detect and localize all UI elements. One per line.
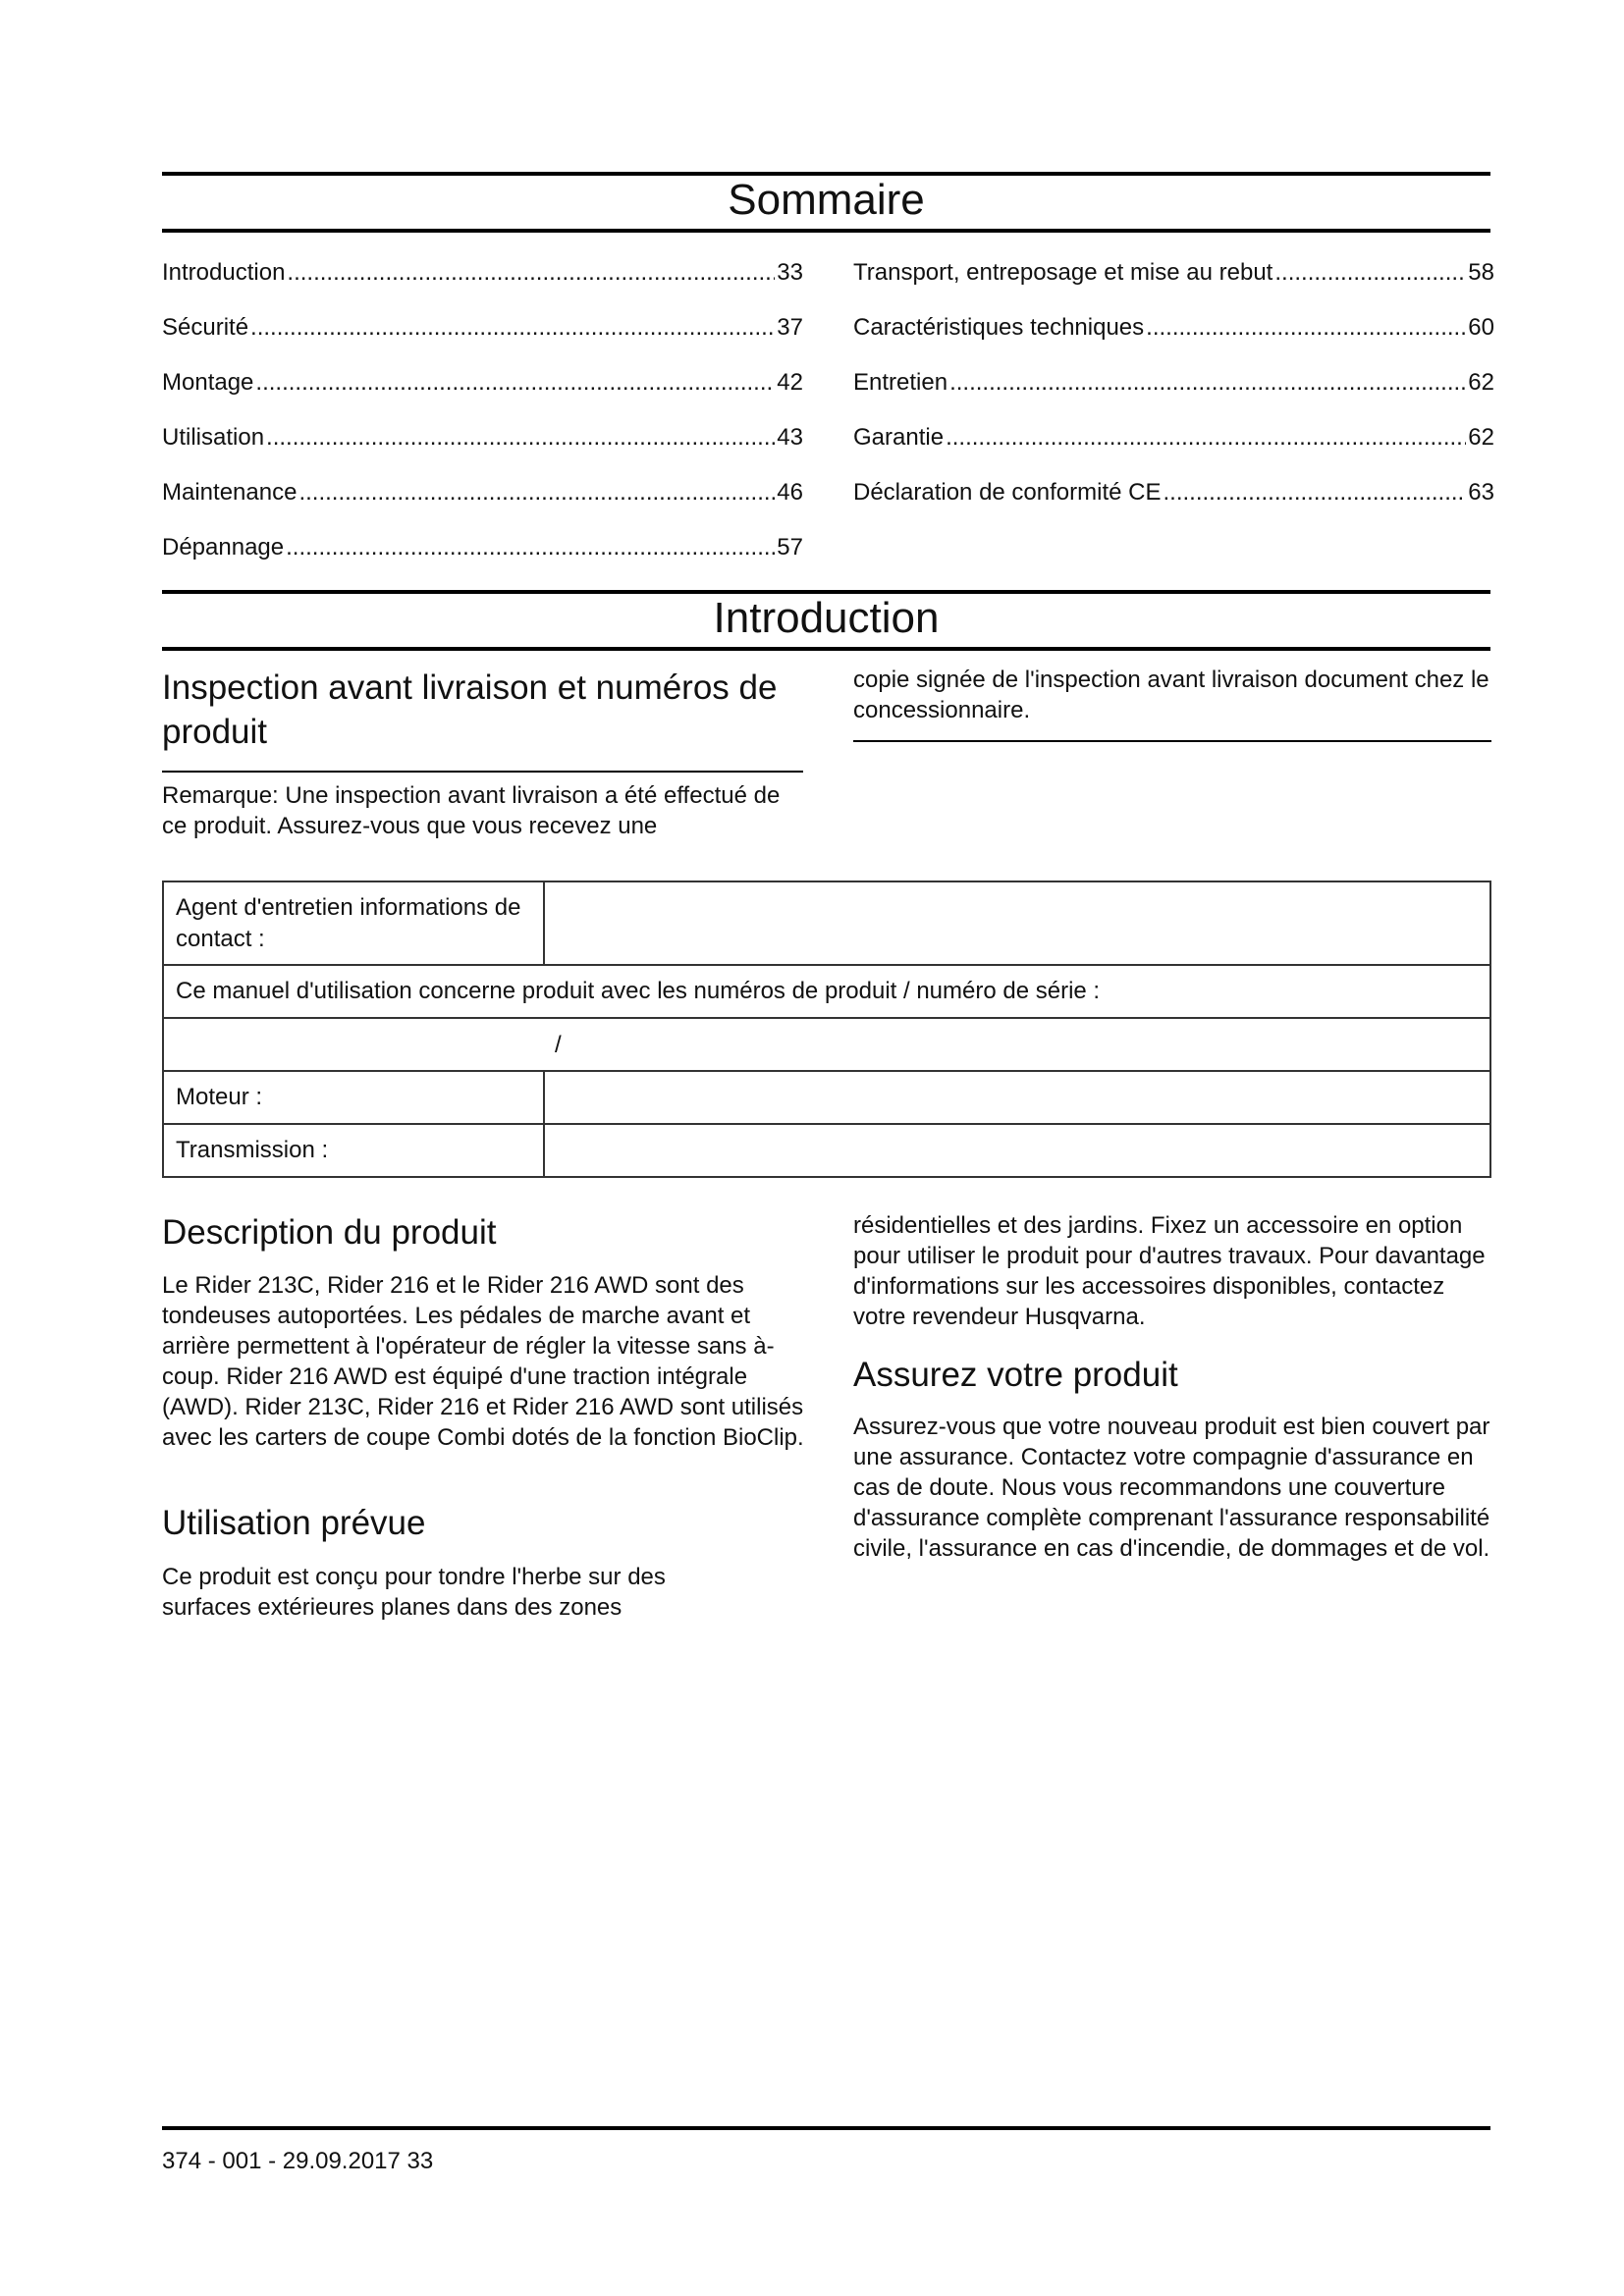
intended-use-text: Ce produit est conçu pour tondre l'herbe sur des surfaces extérieures planes dans des zones bbox=[162, 1564, 666, 1621]
footer-rule bbox=[162, 2126, 1490, 2130]
description-text: Le Rider 213C, Rider 216 et le Rider 216 AWD sont des tondeuses autoportées. Les pédales de marche avant et arrière permettent à l'opérateur de régler la vitesse sans à-coup. Rider 216 AWD est équipé d'une traction intégrale (AWD). Rider 213C, Rider 216 et Rider 216 AWD sont utilisés avec les carters de coupe Combi dotés de la fonction BioClip. bbox=[162, 1272, 804, 1451]
toc-entry[interactable]: Montage ..... 42 bbox=[162, 342, 803, 397]
transmission-field[interactable] bbox=[544, 1124, 1490, 1177]
intended-use-heading: Utilisation prévue bbox=[162, 1504, 426, 1542]
toc-entry[interactable]: Utilisation ..... 43 bbox=[162, 397, 803, 452]
engine-label: Moteur : bbox=[163, 1071, 544, 1124]
toc-entry[interactable]: Sécurité ..... 37 bbox=[162, 287, 803, 342]
toc-entry[interactable]: Déclaration de conformité CE ..... 63 bbox=[853, 452, 1494, 507]
note-label: Remarque: bbox=[162, 782, 279, 809]
toc-entry[interactable]: Maintenance ..... 46 bbox=[162, 452, 803, 507]
toc-entry[interactable]: Dépannage ..... 57 bbox=[162, 507, 803, 561]
inspection-note-continued: copie signée de l'inspection avant livraison document chez le concessionnaire. bbox=[853, 667, 1489, 723]
insurance-heading: Assurez votre produit bbox=[853, 1356, 1178, 1394]
toc-entry[interactable]: Caractéristiques techniques ..... 60 bbox=[853, 287, 1494, 342]
product-info-table bbox=[162, 881, 1491, 1178]
toc-left-column bbox=[162, 232, 803, 561]
inspection-heading-rule bbox=[162, 771, 803, 773]
toc-entry[interactable]: Entretien ..... 62 bbox=[853, 342, 1494, 397]
service-agent-field[interactable] bbox=[544, 881, 1490, 965]
toc-title: Sommaire bbox=[728, 176, 925, 224]
engine-field[interactable] bbox=[544, 1071, 1490, 1124]
toc-entry[interactable]: Garantie ..... 62 bbox=[853, 397, 1494, 452]
note-text: Une inspection avant livraison a été effectué de ce produit. Assurez-vous que vous recevez une bbox=[162, 782, 781, 839]
transmission-label: Transmission : bbox=[163, 1124, 544, 1177]
intro-title: Introduction bbox=[713, 594, 940, 642]
product-serial-row[interactable] bbox=[163, 1018, 1490, 1071]
toc-entry[interactable]: Transport, entreposage et mise au rebut ..... 58 bbox=[853, 232, 1494, 287]
manual-note: Ce manuel d'utilisation concerne produit avec les numéros de produit / numéro de série : bbox=[163, 965, 1490, 1018]
inspection-right-rule bbox=[853, 740, 1491, 742]
inspection-heading: Inspection avant livraison et numéros de produit bbox=[162, 668, 778, 751]
toc-right-column bbox=[853, 232, 1494, 507]
service-agent-label: Agent d'entretien informations de contact : bbox=[163, 881, 544, 965]
insurance-text: Assurez-vous que votre nouveau produit est bien couvert par une assurance. Contactez votre compagnie d'assurance en cas de doute. Nous vous recommandons une couverture d'assurance complète comprenant l'assurance responsabilité civile, l'assurance en cas d'incendie, de dommages et de vol. bbox=[853, 1414, 1490, 1562]
description-heading: Description du produit bbox=[162, 1213, 497, 1252]
intro-bottom-rule bbox=[162, 647, 1490, 651]
toc-entry[interactable]: Introduction ..... 33 bbox=[162, 232, 803, 287]
product-serial-separator: / bbox=[555, 1032, 562, 1058]
footer-text: 374 - 001 - 29.09.2017 33 bbox=[162, 2148, 434, 2174]
inspection-note bbox=[162, 780, 810, 841]
intended-use-text-continued: résidentielles et des jardins. Fixez un accessoire en option pour utiliser le produit pour d'autres travaux. Pour davantage d'informations sur les accessoires disponibles, contactez votre revendeur Husqvarna. bbox=[853, 1212, 1486, 1330]
